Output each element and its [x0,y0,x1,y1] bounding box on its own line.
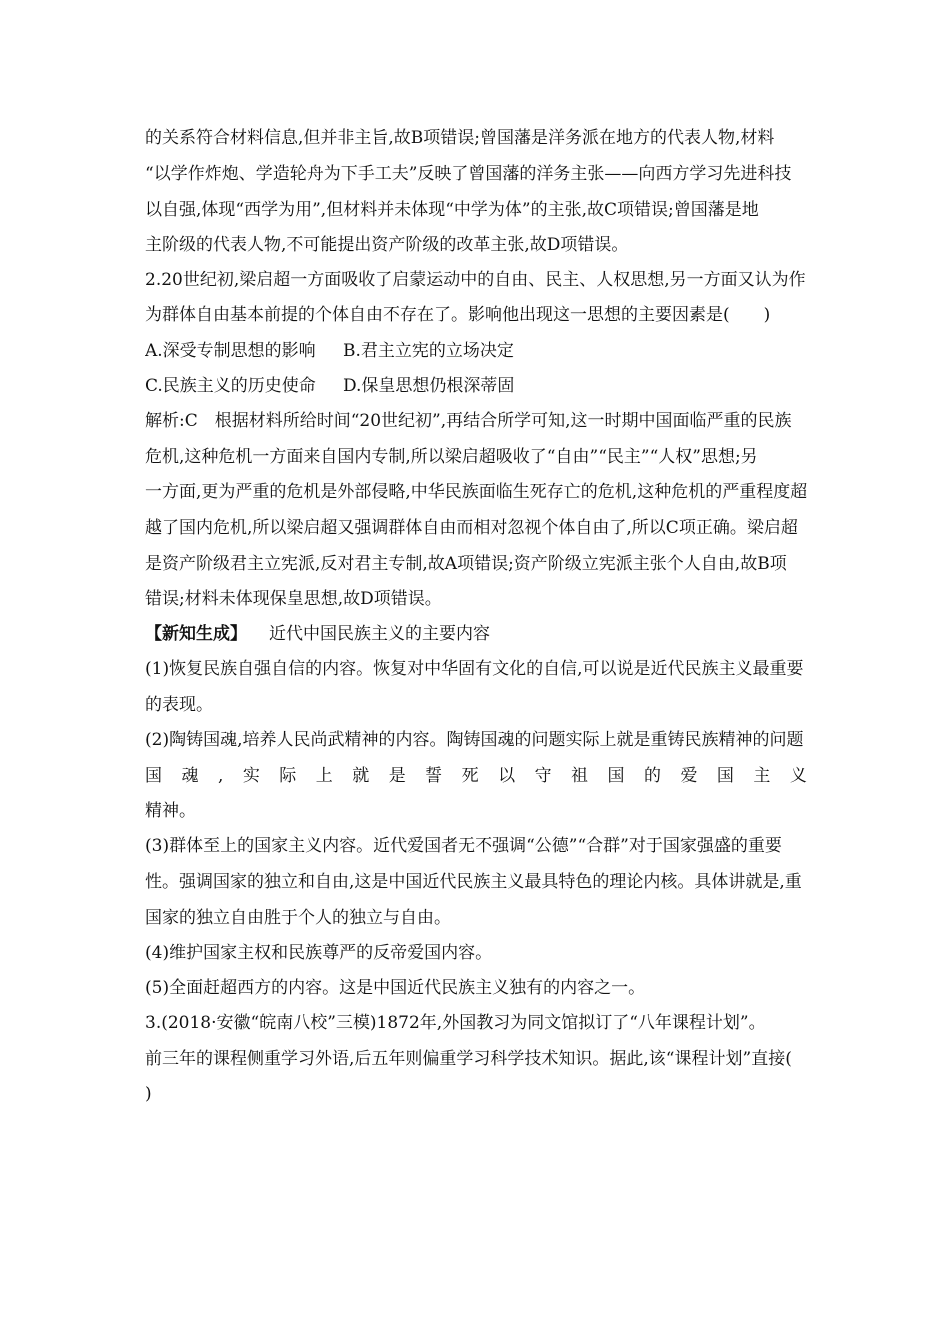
point-line: (4)维护国家主权和民族尊严的反帝爱国内容。 [145,943,493,963]
point-line: 精神。 [145,801,196,821]
spread-char: , [217,766,224,786]
point-line: 的表现。 [145,695,213,715]
point-line: 性。强调国家的独立和自由,这是中国近代民族主义最具特色的理论内核。具体讲就是,重 [145,872,802,892]
text-line: “以学作炸炮、学造轮舟为下手工夫”反映了曾国藩的洋务主张——向西方学习先进科技 [145,164,792,184]
question-3-line: 前三年的课程侧重学习外语,后五年则偏重学习科学技术知识。据此,该“课程计划”直接( [145,1049,792,1069]
spread-char: 是 [388,766,406,786]
text-line: 以自强,体现“西学为用”,但材料并未体现“中学为体”的主张,故C项错误;曾国藩是地 [145,200,759,220]
spread-char: 死 [461,766,479,786]
analysis-line: 危机,这种危机一方面来自国内专制,所以梁启超吸收了“自由”“民主”“人权”思想;另 [145,447,758,467]
option-b: B.君主立宪的立场决定 [343,341,514,361]
analysis-line: 错误;材料未体现保皇思想,故D项错误。 [145,589,442,609]
knowledge-title: 近代中国民族主义的主要内容 [269,624,490,644]
analysis-line: 解析:C 根据材料所给时间“20世纪初”,再结合所学可知,这一时期中国面临严重的民族 [145,411,792,431]
spread-char: 实 [242,766,260,786]
point-line: (1)恢复民族自强自信的内容。恢复对中华固有文化的自信,可以说是近代民族主义最重要 [145,659,804,679]
spread-char: 主 [753,766,771,786]
option-c: C.民族主义的历史使命 [145,376,316,396]
point-line: (3)群体至上的国家主义内容。近代爱国者无不强调“公德”“合群”对于国家强盛的重要 [145,836,782,856]
question-3-line: ) [145,1084,152,1104]
spread-char: 际 [279,766,297,786]
spread-char: 誓 [425,766,443,786]
spread-char: 就 [352,766,370,786]
point-line: (5)全面赶超西方的内容。这是中国近代民族主义独有的内容之一。 [145,978,646,998]
spread-char: 祖 [571,766,589,786]
spread-char: 爱 [680,766,698,786]
text-line: 的关系符合材料信息,但并非主旨,故B项错误;曾国藩是洋务派在地方的代表人物,材料 [145,128,775,148]
spread-char: 的 [643,766,661,786]
option-a: A.深受专制思想的影响 [145,341,316,361]
analysis-line: 是资产阶级君主立宪派,反对君主专制,故A项错误;资产阶级立宪派主张个人自由,故B项 [145,554,787,574]
spread-char: 上 [315,766,333,786]
spread-char: 国 [607,766,625,786]
spread-char: 国 [145,766,162,786]
analysis-line: 一方面,更为严重的危机是外部侵略,中华民族面临生死存亡的危机,这种危机的严重程度超 [145,482,807,502]
question-3-line: 3.(2018·安徽“皖南八校”三模)1872年,外国教习为同文馆拟订了“八年课程计划”。 [145,1013,766,1033]
question-2-line: 为群体自由基本前提的个体自由不存在了。影响他出现这一思想的主要因素是( ) [145,305,771,325]
point-line: 国家的独立自由胜于个人的独立与自由。 [145,908,451,928]
options-row [145,375,807,397]
point-line: (2)陶铸国魂,培养人民尚武精神的内容。陶铸国魂的问题实际上就是重铸民族精神的问题 [145,730,804,750]
text-line: 主阶级的代表人物,不可能提出资产阶级的改革主张,故D项错误。 [145,235,629,255]
spread-line [145,765,807,787]
spread-char: 以 [498,766,516,786]
question-2-line: 2.20世纪初,梁启超一方面吸收了启蒙运动中的自由、民主、人权思想,另一方面又认为作 [145,270,806,290]
knowledge-heading [145,623,807,645]
option-d: D.保皇思想仍根深蒂固 [343,376,515,396]
knowledge-tag: 【新知生成】 [145,624,247,644]
spread-char: 守 [534,766,552,786]
spread-char: 魂 [181,766,199,786]
options-row [145,340,807,362]
spread-char: 义 [789,766,807,786]
analysis-line: 越了国内危机,所以梁启超又强调群体自由而相对忽视个体自由了,所以C项正确。梁启超 [145,518,798,538]
spread-char: 国 [716,766,734,786]
